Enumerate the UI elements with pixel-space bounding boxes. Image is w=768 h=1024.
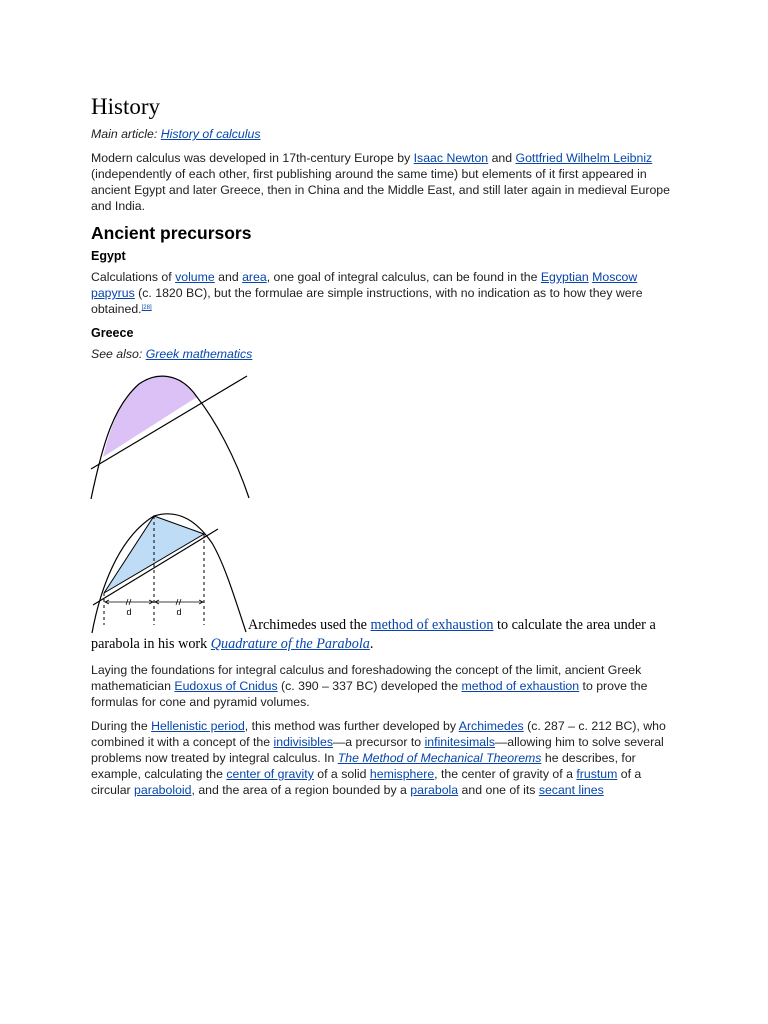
text: (c. 390 – 337 BC) developed the — [277, 679, 462, 693]
archimedes-paragraph — [91, 718, 681, 798]
subsection-heading-egypt: Egypt — [91, 249, 126, 263]
text: he describes, for example, calculating the — [91, 751, 636, 781]
inscribed-triangle-figure — [90, 510, 248, 635]
link-hellenistic-period[interactable]: Hellenistic period — [151, 719, 245, 733]
link-method-of-exhaustion[interactable]: method of exhaustion — [461, 679, 580, 693]
text: , this method was further developed by — [244, 719, 459, 733]
link-parabola[interactable]: parabola — [410, 783, 459, 797]
text: and — [214, 270, 243, 284]
link-method-of-mechanical-theorems[interactable]: The Method of Mechanical Theorems — [337, 751, 542, 765]
text: of a solid — [313, 767, 370, 781]
text: , one goal of integral calculus, can be found in the — [266, 270, 541, 284]
link-method-of-exhaustion-caption[interactable]: method of exhaustion — [370, 617, 494, 633]
text: , and the area of a region bounded by a — [191, 783, 411, 797]
text: —a precursor to — [332, 735, 425, 749]
link-leibniz[interactable]: Gottfried Wilhelm Leibniz — [515, 151, 653, 165]
see-also-prefix: See also: — [91, 347, 146, 361]
text: (independently of each other, first publishing around the same time) but elements of it first appeared in ancient Egypt and later Greece, then in China and the Middle East, and still later again in medieval Europe and India. — [91, 167, 670, 213]
subsection-heading-greece: Greece — [91, 326, 134, 340]
link-history-of-calculus[interactable]: History of calculus — [160, 127, 261, 141]
shaded-parabolic-segment — [103, 376, 197, 457]
caption-text: Archimedes used the — [248, 617, 371, 633]
link-area[interactable]: area — [242, 270, 267, 284]
text: During the — [91, 719, 152, 733]
text: , the center of gravity of a — [434, 767, 577, 781]
text: Laying the foundations for integral calculus and foreshadowing the concept of the limit, ancient Greek mathematician — [91, 663, 642, 693]
text: —allowing him to solve several problems now treated by integral calculus. In — [91, 735, 664, 765]
eudoxus-paragraph — [91, 662, 681, 710]
text: to prove the formulas for cone and pyramid volumes. — [91, 679, 648, 709]
link-hemisphere[interactable]: hemisphere — [369, 767, 435, 781]
intro-paragraph — [91, 150, 681, 214]
link-moscow-papyrus[interactable]: Moscow papyrus — [91, 270, 638, 300]
link-isaac-newton[interactable]: Isaac Newton — [413, 151, 489, 165]
reference-28[interactable]: [28] — [141, 305, 152, 311]
link-center-of-gravity[interactable]: center of gravity — [226, 767, 314, 781]
link-frustum[interactable]: frustum — [576, 767, 618, 781]
egypt-paragraph — [91, 269, 681, 317]
link-quadrature-of-the-parabola[interactable]: Quadrature of the Parabola — [210, 636, 370, 652]
link-archimedes[interactable]: Archimedes — [458, 719, 524, 733]
link-egyptian[interactable]: Egyptian — [540, 270, 589, 284]
text: (c. 1820 BC), but the formulae are simple instructions, with no indication as to how they were obtained. — [91, 286, 643, 316]
link-indivisibles[interactable]: indivisibles — [273, 735, 333, 749]
label-d-right: d — [176, 607, 182, 617]
text: and one of its — [458, 783, 539, 797]
link-greek-mathematics[interactable]: Greek mathematics — [145, 347, 253, 361]
link-eudoxus-of-cnidus[interactable]: Eudoxus of Cnidus — [174, 679, 278, 693]
link-secant-lines[interactable]: secant lines — [538, 783, 604, 797]
section-heading-ancient-precursors: Ancient precursors — [91, 223, 252, 243]
see-also-note — [91, 346, 681, 362]
label-d-left: d — [126, 607, 132, 617]
link-infinitesimals[interactable]: infinitesimals — [424, 735, 495, 749]
text: Modern calculus was developed in 17th-century Europe by — [91, 151, 414, 165]
figure-caption-row — [91, 510, 681, 654]
caption-text: to calculate the area under a parabola in his work — [91, 617, 656, 652]
main-article-prefix: Main article: — [91, 127, 161, 141]
text: Calculations of — [91, 270, 176, 284]
text: of a circular — [91, 767, 642, 797]
section-heading-history: History — [91, 94, 160, 119]
main-article-note — [91, 126, 681, 142]
link-paraboloid[interactable]: paraboloid — [134, 783, 192, 797]
parabola-secant-figure — [90, 370, 255, 500]
link-volume[interactable]: volume — [175, 270, 215, 284]
text: (c. 287 – c. 212 BC), who combined it with a concept of the — [91, 719, 666, 749]
text: and — [488, 151, 516, 165]
article-content — [91, 92, 681, 806]
caption-text: . — [369, 636, 374, 652]
